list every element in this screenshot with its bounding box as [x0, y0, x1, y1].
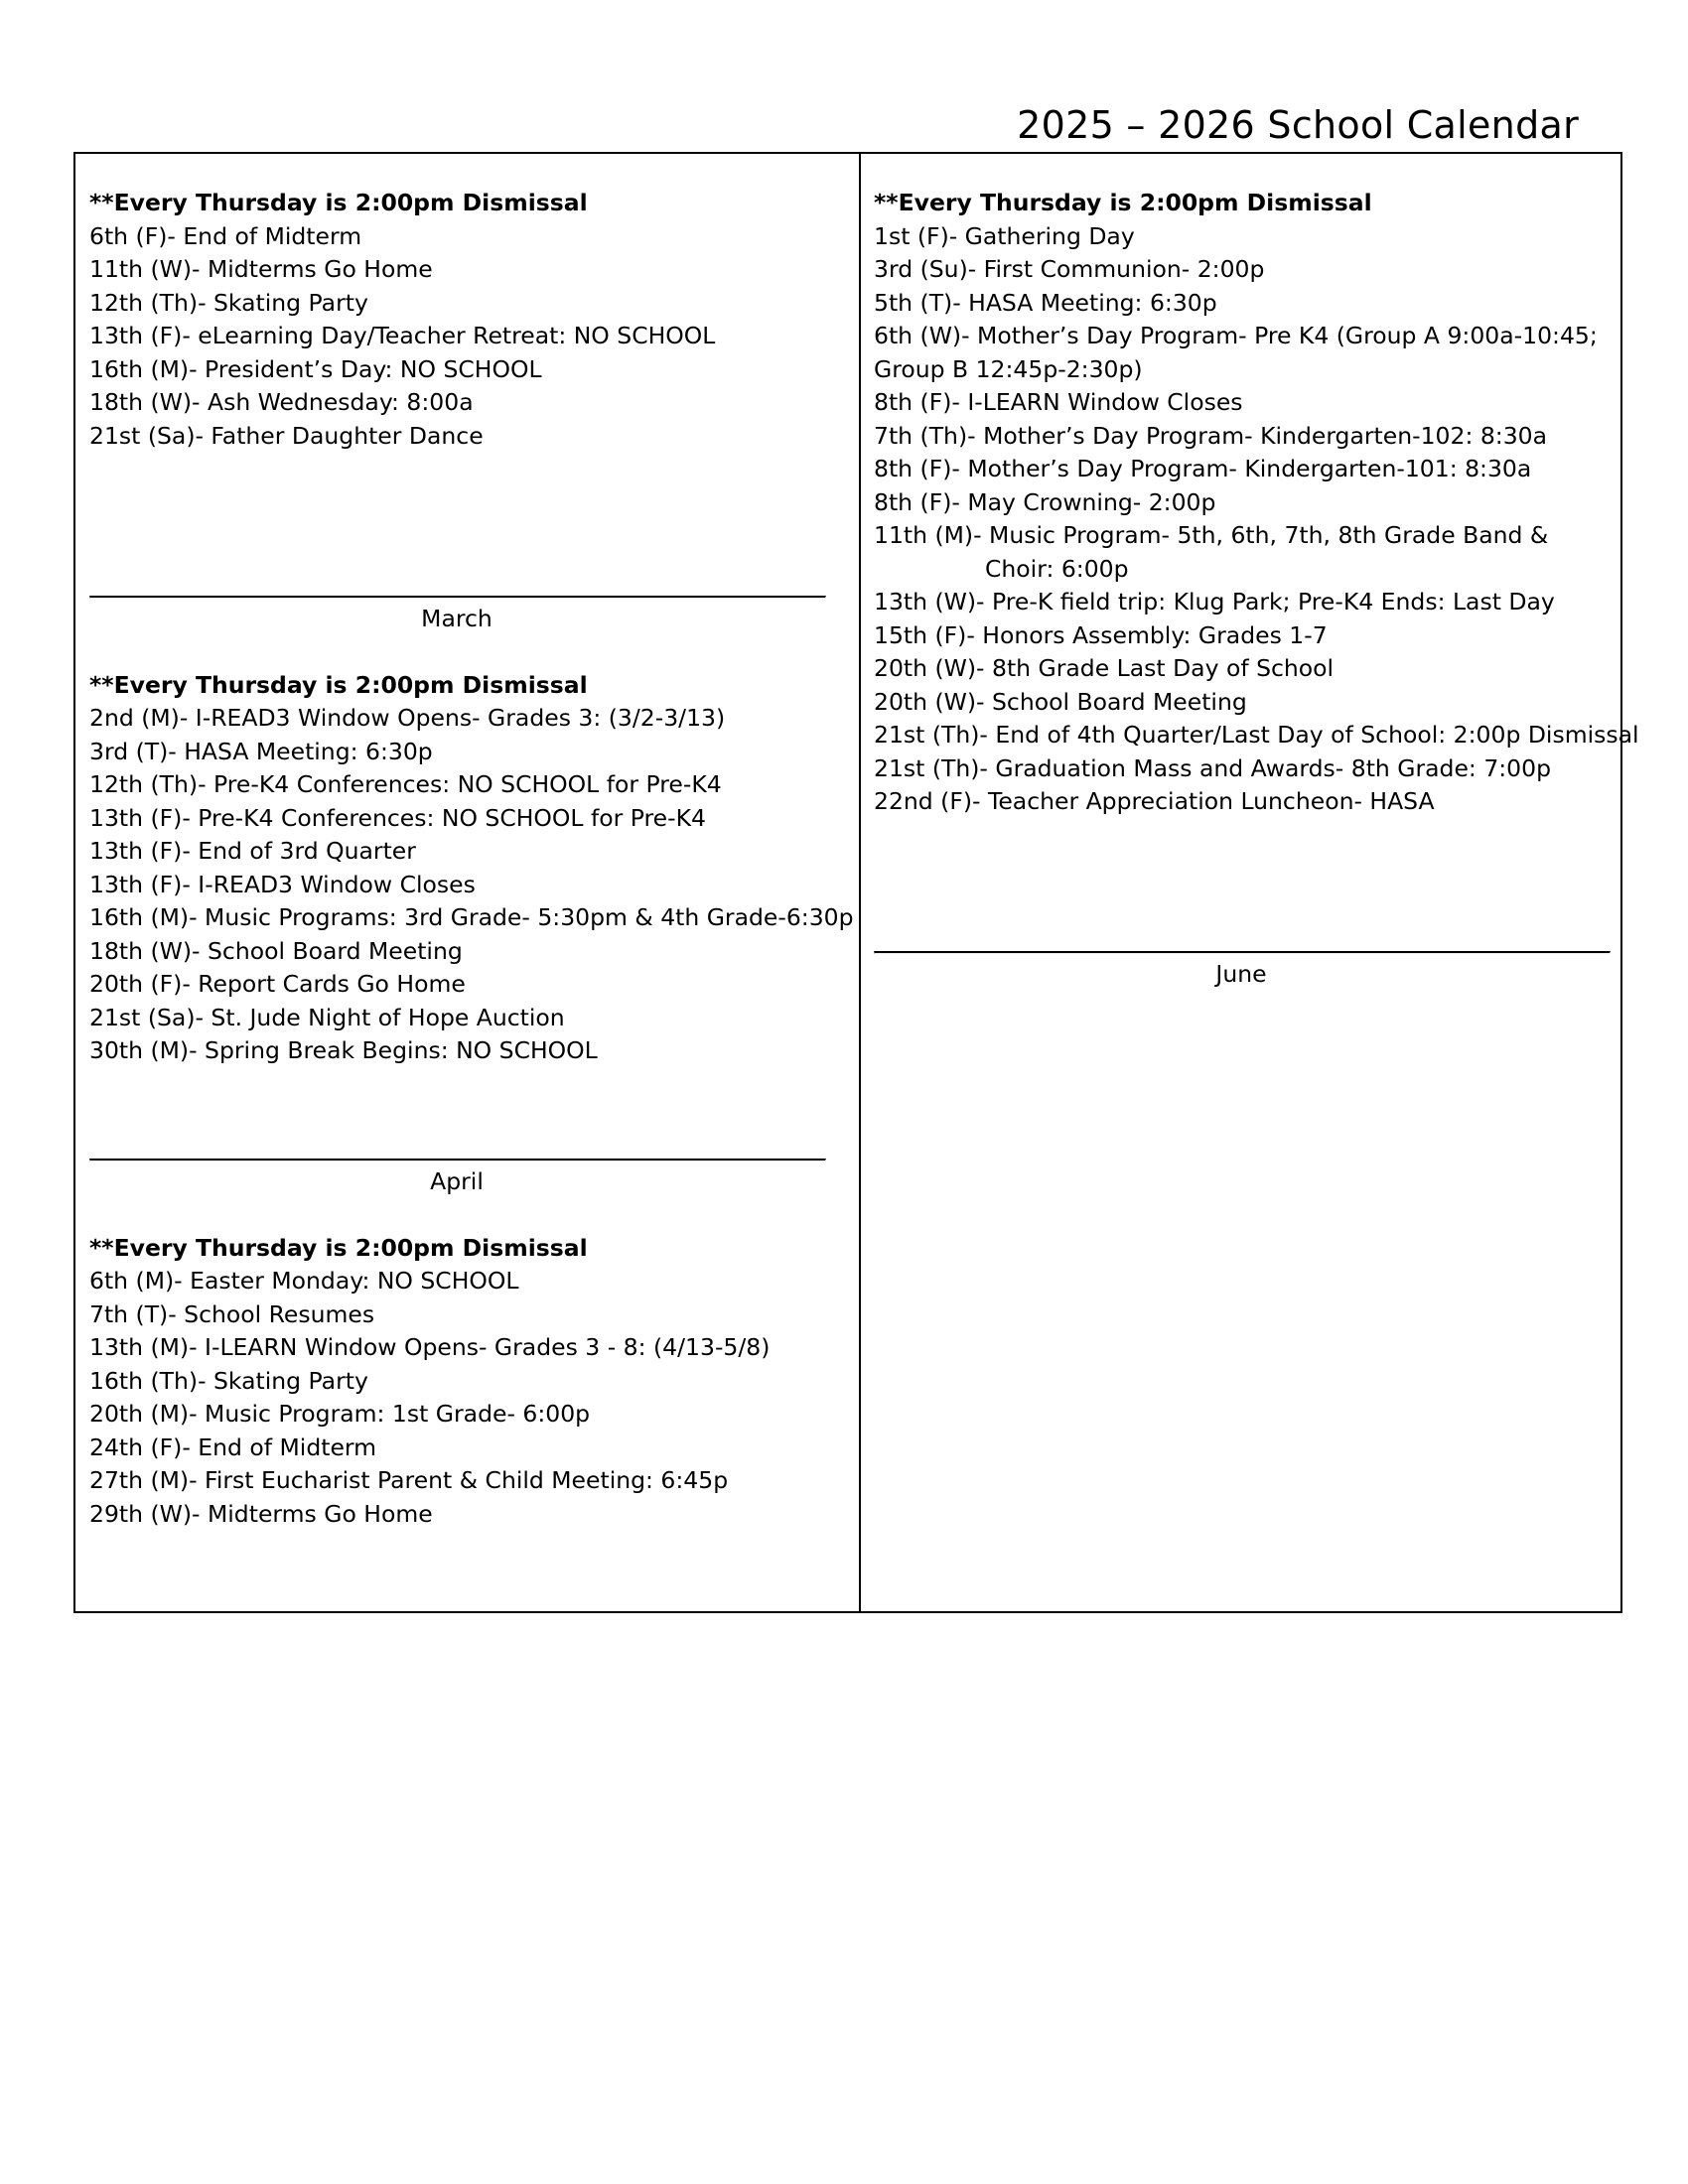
column-divider [859, 154, 861, 1611]
calendar-entry: 5th (T)- HASA Meeting: 6:30p [874, 288, 1217, 317]
calendar-entry: 18th (W)- Ash Wednesday: 8:00a [89, 388, 474, 416]
calendar-table [73, 152, 1639, 1613]
calendar-entry: 21st (Th)- Graduation Mass and Awards- 8th Grade: 7:00p [874, 753, 1552, 782]
calendar-entry: 21st (Sa)- St. Jude Night of Hope Auction [89, 1003, 565, 1031]
calendar-entry: 8th (F)- Mother’s Day Program- Kindergarten-101: 8:30a [874, 455, 1532, 482]
calendar-entry: 30th (M)- Spring Break Begins: NO SCHOOL [89, 1036, 598, 1064]
calendar-entry: 13th (F)- End of 3rd Quarter [89, 837, 416, 865]
may-section [874, 187, 1639, 951]
february-section [89, 187, 824, 596]
month-heading-april: April [430, 1167, 484, 1195]
calendar-entry: 22nd (F)- Teacher Appreciation Luncheon- HASA [874, 787, 1435, 815]
month-heading-march: March [421, 605, 492, 632]
dismissal-notice: **Every Thursday is 2:00pm Dismissal [89, 670, 588, 699]
calendar-entry: 7th (T)- School Resumes [89, 1299, 375, 1328]
calendar-entry: 6th (M)- Easter Monday: NO SCHOOL [89, 1267, 519, 1295]
calendar-entry: 21st (Sa)- Father Daughter Dance [89, 421, 484, 450]
calendar-entry: 1st (F)- Gathering Day [874, 221, 1135, 250]
calendar-entry: 21st (Th)- End of 4th Quarter/Last Day of School: 2:00p Dismissal [874, 721, 1639, 749]
calendar-entry: 3rd (T)- HASA Meeting: 6:30p [89, 737, 433, 765]
calendar-entry: 3rd (Su)- First Communion- 2:00p [874, 255, 1265, 283]
calendar-entry: 8th (F)- I-LEARN Window Closes [874, 388, 1243, 416]
calendar-entry: 13th (F)- I-READ3 Window Closes [89, 870, 476, 898]
march-section [89, 596, 854, 1159]
dismissal-notice: **Every Thursday is 2:00pm Dismissal [874, 189, 1372, 216]
calendar-entry: 8th (F)- May Crowning- 2:00p [874, 487, 1216, 516]
calendar-entry: 15th (F)- Honors Assembly: Grades 1-7 [874, 620, 1328, 649]
calendar-entry: 20th (W)- 8th Grade Last Day of School [874, 654, 1335, 682]
month-divider [89, 596, 826, 599]
calendar-entry: 11th (W)- Midterms Go Home [89, 255, 433, 283]
calendar-entry: 20th (W)- School Board Meeting [874, 687, 1247, 716]
calendar-entry: 6th (W)- Mother’s Day Program- Pre K4 (Group A 9:00a-10:45; [874, 322, 1598, 349]
april-section [89, 1159, 824, 1592]
left-column [89, 187, 854, 1592]
calendar-entry: Group B 12:45p-2:30p) [874, 354, 1143, 383]
calendar-entry: 7th (Th)- Mother’s Day Program- Kindergarten-102: 8:30a [874, 421, 1548, 450]
calendar-entry: 16th (M)- Music Programs: 3rd Grade- 5:30pm & 4th Grade-6:30p [89, 903, 854, 931]
calendar-entry: 13th (W)- Pre-K field trip: Klug Park; Pre-K4 Ends: Last Day [874, 588, 1555, 615]
right-column [874, 187, 1639, 1385]
calendar-entry: 12th (Th)- Pre-K4 Conferences: NO SCHOOL for Pre-K4 [89, 770, 722, 798]
calendar-entry: 16th (M)- President’s Day: NO SCHOOL [89, 354, 542, 383]
calendar-entry: 20th (F)- Report Cards Go Home [89, 970, 466, 998]
calendar-entry: 16th (Th)- Skating Party [89, 1366, 368, 1395]
calendar-entry: 13th (M)- I-LEARN Window Opens- Grades 3 - 8: (4/13-5/8) [89, 1333, 771, 1361]
month-divider [874, 951, 1611, 954]
calendar-entry: 18th (W)- School Board Meeting [89, 936, 463, 965]
calendar-entry: Choir: 6:00p [985, 554, 1129, 583]
calendar-entry: 20th (M)- Music Program: 1st Grade- 6:00p [89, 1400, 591, 1428]
calendar-entry: 27th (M)- First Eucharist Parent & Child Meeting: 6:45p [89, 1466, 729, 1494]
calendar-entry: 12th (Th)- Skating Party [89, 288, 368, 317]
page-title: 2025 – 2026 School Calendar [1017, 103, 1579, 147]
month-heading-june: June [1215, 960, 1267, 988]
june-section [874, 951, 1609, 1385]
calendar-entry: 13th (F)- Pre-K4 Conferences: NO SCHOOL for Pre-K4 [89, 803, 706, 832]
dismissal-notice: **Every Thursday is 2:00pm Dismissal [89, 189, 588, 216]
calendar-entry: 2nd (M)- I-READ3 Window Opens- Grades 3: (3/2-3/13) [89, 704, 726, 732]
month-divider [89, 1159, 826, 1161]
calendar-entry: 24th (F)- End of Midterm [89, 1433, 377, 1461]
calendar-entry: 29th (W)- Midterms Go Home [89, 1499, 433, 1528]
calendar-entry: 13th (F)- eLearning Day/Teacher Retreat: NO SCHOOL [89, 322, 716, 349]
calendar-entry: 11th (M)- Music Program- 5th, 6th, 7th, 8th Grade Band & [874, 521, 1549, 549]
dismissal-notice: **Every Thursday is 2:00pm Dismissal [89, 1233, 588, 1262]
calendar-entry: 6th (F)- End of Midterm [89, 221, 362, 250]
